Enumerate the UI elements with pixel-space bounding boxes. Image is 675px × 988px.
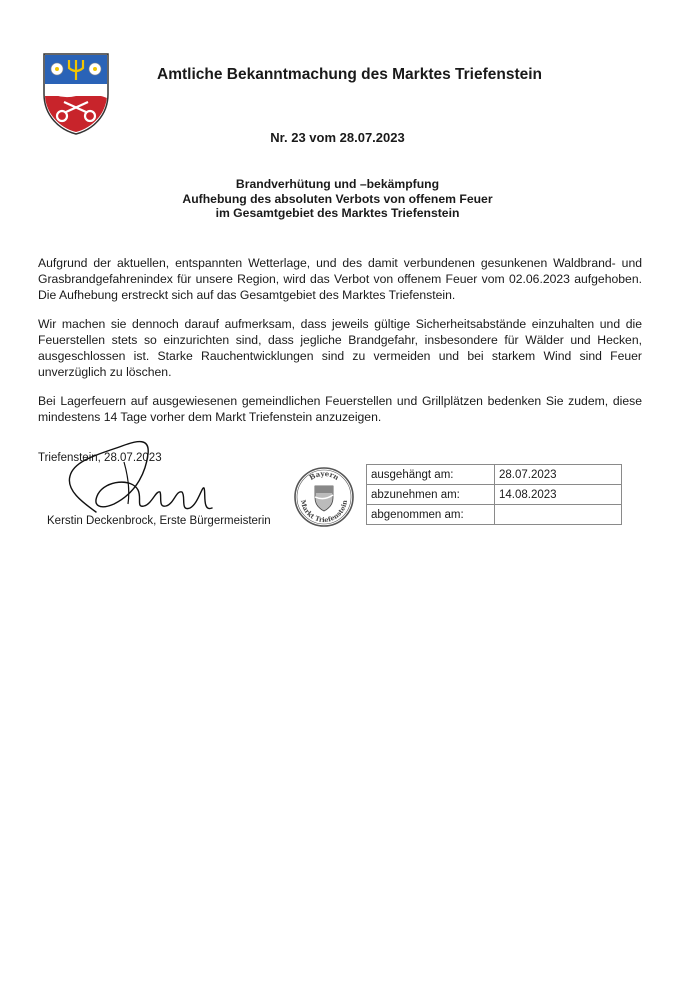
posting-value: 28.07.2023 xyxy=(495,465,622,485)
posting-label: abgenommen am: xyxy=(367,505,495,525)
handwritten-signature-icon xyxy=(52,432,227,524)
subject-line: Brandverhütung und –bekämpfung xyxy=(235,177,440,191)
subject-line: im Gesamtgebiet des Marktes Triefenstein xyxy=(215,206,460,220)
posting-table xyxy=(366,464,622,525)
subject-line: Aufhebung des absoluten Verbots von offenem Feuer xyxy=(182,191,493,206)
body-paragraph: Wir machen sie dennoch darauf aufmerksam, dass jeweils gültige Sicherheitsabstände einzuhalten und die Feuerstellen stets so einzurichten sind, dass jegliche Brandgefahr, insbesondere für Wälder und Hecken, ausgeschlossen ist. Starke Rauchentwicklungen sind zu vermeiden und bei starkem Wind sind Feuer unverzüglich zu löschen. xyxy=(38,317,642,379)
municipal-coat-of-arms-icon xyxy=(40,50,112,136)
page-title: Amtliche Bekanntmachung des Marktes Triefenstein xyxy=(157,66,543,83)
signer-name: Kerstin Deckenbrock, Erste Bürgermeisterin xyxy=(47,515,271,527)
seal-text-top: Bayern xyxy=(307,468,341,483)
table-row xyxy=(367,465,622,485)
official-seal-icon xyxy=(293,466,355,528)
table-row xyxy=(367,485,622,505)
posting-label: ausgehängt am: xyxy=(367,465,495,485)
body-paragraph: Bei Lagerfeuern auf ausgewiesenen gemeindlichen Feuerstellen und Grillplätzen bedenken Sie zudem, diese mindestens 14 Tage vorher dem Markt Triefenstein anzuzeigen. xyxy=(38,394,642,424)
posting-label: abzunehmen am: xyxy=(367,485,495,505)
notice-number: Nr. 23 vom 28.07.2023 xyxy=(270,130,405,145)
posting-value: 14.08.2023 xyxy=(495,485,622,505)
posting-value xyxy=(495,505,622,525)
table-row xyxy=(367,505,622,525)
body-paragraph: Aufgrund der aktuellen, entspannten Wetterlage, und des damit verbundenen gesunkenen Waldbrand- und Grasbrandgefahrenindex für unsere Region, wird das Verbot von offenem Feuer vom 02.06.2023 aufgehoben. Die Aufhebung erstreckt sich auf das Gesamtgebiet des Marktes Triefenstein. xyxy=(38,256,642,302)
place-date: Triefenstein, 28.07.2023 xyxy=(38,452,162,464)
notice-subject xyxy=(0,177,675,221)
seal-text-bottom: Markt Triefenstein xyxy=(298,499,350,525)
